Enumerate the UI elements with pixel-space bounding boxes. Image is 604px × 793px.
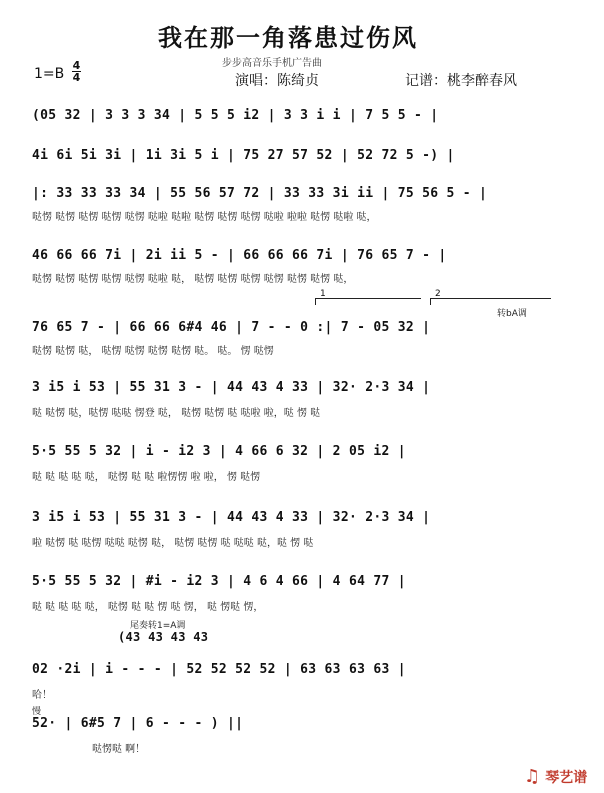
- score-row-11: 52· | 6#5 7 | 6 - - - ) ||: [32, 716, 244, 731]
- key-change-annotation: 转bA调: [497, 309, 527, 319]
- volta-number-2: 2: [435, 289, 441, 299]
- lyric-row-11: 哒愣哒 啊！: [92, 744, 146, 755]
- score-row-4: 46 66 66 7i | 2i ii 5 - | 66 66 66 7i | 76 65 7 - |: [32, 248, 447, 263]
- score-row-7: 5·5 55 5 32 | i - i2 3 | 4 66 6 32 | 2 05 i2 |: [32, 444, 406, 459]
- lyric-row-6: 哒 哒愣 哒，哒愣 哒哒 愣登 哒， 哒愣 哒愣 哒 哒啦 啦，哒 愣 哒: [32, 408, 321, 419]
- lyric-row-7: 哒 哒 哒 哒 哒， 哒愣 哒 哒 啦愣愣 啦 啦， 愣 哒愣: [32, 472, 261, 483]
- tempo-annotation: 慢: [32, 707, 42, 717]
- volta-bracket-2: [430, 289, 551, 305]
- volta-bracket-1: [315, 289, 421, 305]
- piano-logo-icon: ♫: [524, 766, 541, 787]
- subtitle: 步步高音乐手机广告曲: [222, 58, 322, 69]
- lyric-row-10: 哈！: [32, 690, 52, 701]
- lyric-row-3: 哒愣 哒愣 哒愣 哒愣 哒愣 哒啦 哒啦 哒愣 哒愣 哒愣 哒啦 啦啦 哒愣 哒啦 哒，: [32, 212, 377, 223]
- lyric-row-4: 哒愣 哒愣 哒愣 哒愣 哒愣 哒啦 哒， 哒愣 哒愣 哒愣 哒愣 哒愣 哒愣 哒，: [32, 274, 354, 285]
- score-row-2: 4i 6i 5i 3i | 1i 3i 5 i | 75 27 57 52 | 52 72 5 -) |: [32, 148, 455, 163]
- transcriber-credit: 记谱：桃李醉春风: [405, 73, 517, 89]
- brand-name: 琴艺谱: [545, 770, 588, 786]
- page-title: 我在那一角落患过伤风: [158, 23, 418, 52]
- time-signature-bottom: 4: [72, 71, 81, 84]
- lyric-row-9: 哒 哒 哒 哒 哒， 哒愣 哒 哒 愣 哒 愣， 哒 愣哒 愣，: [32, 602, 264, 613]
- score-row-8: 3 i5 i 53 | 55 31 3 - | 44 43 4 33 | 32· 2·3 34 |: [32, 510, 431, 525]
- time-signature: [72, 60, 81, 83]
- score-row-10: 02 ·2i | i - - - | 52 52 52 52 | 63 63 63 63 |: [32, 662, 406, 677]
- outro-accompaniment: (43 43 43 43: [118, 630, 209, 644]
- score-row-9: 5·5 55 5 32 | #i - i2 3 | 4 6 4 66 | 4 64 77 |: [32, 574, 406, 589]
- score-row-1: (05 32 | 3 3 3 34 | 5 5 5 i2 | 3 3 i i | 7 5 5 - |: [32, 108, 439, 123]
- lyric-row-8: 啦 哒愣 哒 哒愣 哒哒 哒愣 哒， 哒愣 哒愣 哒 哒哒 哒，哒 愣 哒: [32, 538, 314, 549]
- lyric-row-5: 哒愣 哒愣 哒， 哒愣 哒愣 哒愣 哒愣 哒。 哒。 愣 哒愣: [32, 346, 274, 357]
- key-signature: 1=B: [34, 66, 65, 82]
- outro-annotation: 尾奏转1=A调: [130, 621, 186, 631]
- score-row-5: 76 65 7 - | 66 66 6#4 46 | 7 - - 0 :| 7 - 05 32 |: [32, 320, 431, 335]
- volta-number-1: 1: [320, 289, 326, 299]
- brand-watermark: [524, 766, 587, 787]
- score-row-3: |: 33 33 33 34 | 55 56 57 72 | 33 33 3i ii | 75 56 5 - |: [32, 186, 488, 201]
- singer-credit: 演唱：陈绮贞: [235, 73, 319, 89]
- score-row-6: 3 i5 i 53 | 55 31 3 - | 44 43 4 33 | 32· 2·3 34 |: [32, 380, 431, 395]
- time-signature-top: 4: [72, 59, 81, 72]
